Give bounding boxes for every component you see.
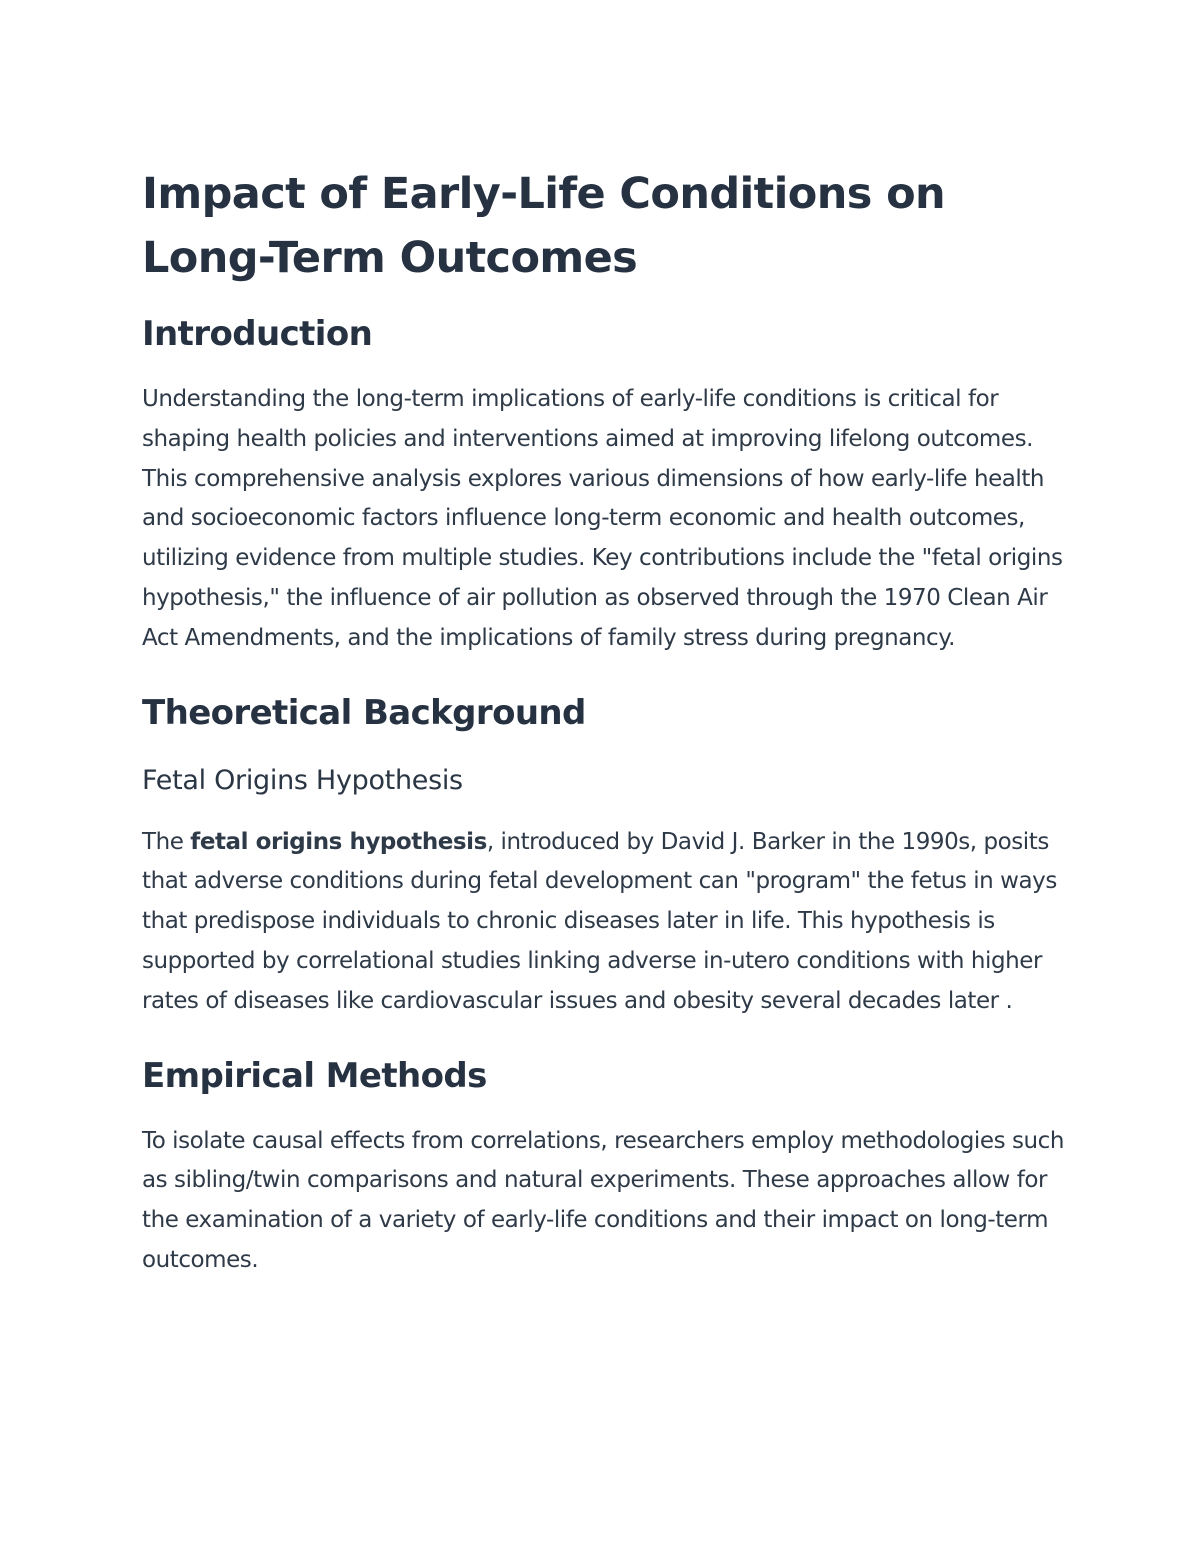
fetal-origins-paragraph — [142, 823, 1072, 1022]
fetal-origins-rest: , introduced by David J. Barker in the 1990s, posits that adverse conditions during fetal development can "program" the fetus in ways that predispose individuals to chronic diseases later in life. This hypothesis is supported by correlational studies linking adverse in-utero conditions with higher rates of diseases like cardiovascular issues and obesity several decades later . — [142, 828, 1057, 1014]
document-page — [142, 162, 1072, 1281]
empirical-methods-paragraph: To isolate causal effects from correlations, researchers employ methodologies such as sibling/twin comparisons and natural experiments. These approaches allow for the examination of a variety of early-life conditions and their impact on long-term outcomes. — [142, 1127, 1064, 1273]
fetal-origins-lead: The — [142, 828, 191, 855]
fetal-origins-term: fetal origins hypothesis — [190, 828, 487, 855]
section-heading-empirical-methods: Empirical Methods — [142, 1055, 487, 1096]
section-heading-theoretical-background: Theoretical Background — [142, 692, 586, 733]
section-heading-introduction: Introduction — [142, 314, 373, 354]
subsection-heading-fetal-origins: Fetal Origins Hypothesis — [142, 764, 463, 796]
document-title: Impact of Early-Life Conditions on Long-Term Outcomes — [142, 169, 946, 283]
introduction-paragraph: Understanding the long-term implications of early-life conditions is critical for shaping health policies and interventions aimed at improving lifelong outcomes. This comprehensive analysis explores various dimensions of how early-life health and socioeconomic factors influence long-term economic and health outcomes, utilizing evidence from multiple studies. Key contributions include the "fetal origins hypothesis," the influence of air pollution as observed through the 1970 Clean Air Act Amendments, and the implications of family stress during pregnancy. — [142, 386, 1063, 651]
